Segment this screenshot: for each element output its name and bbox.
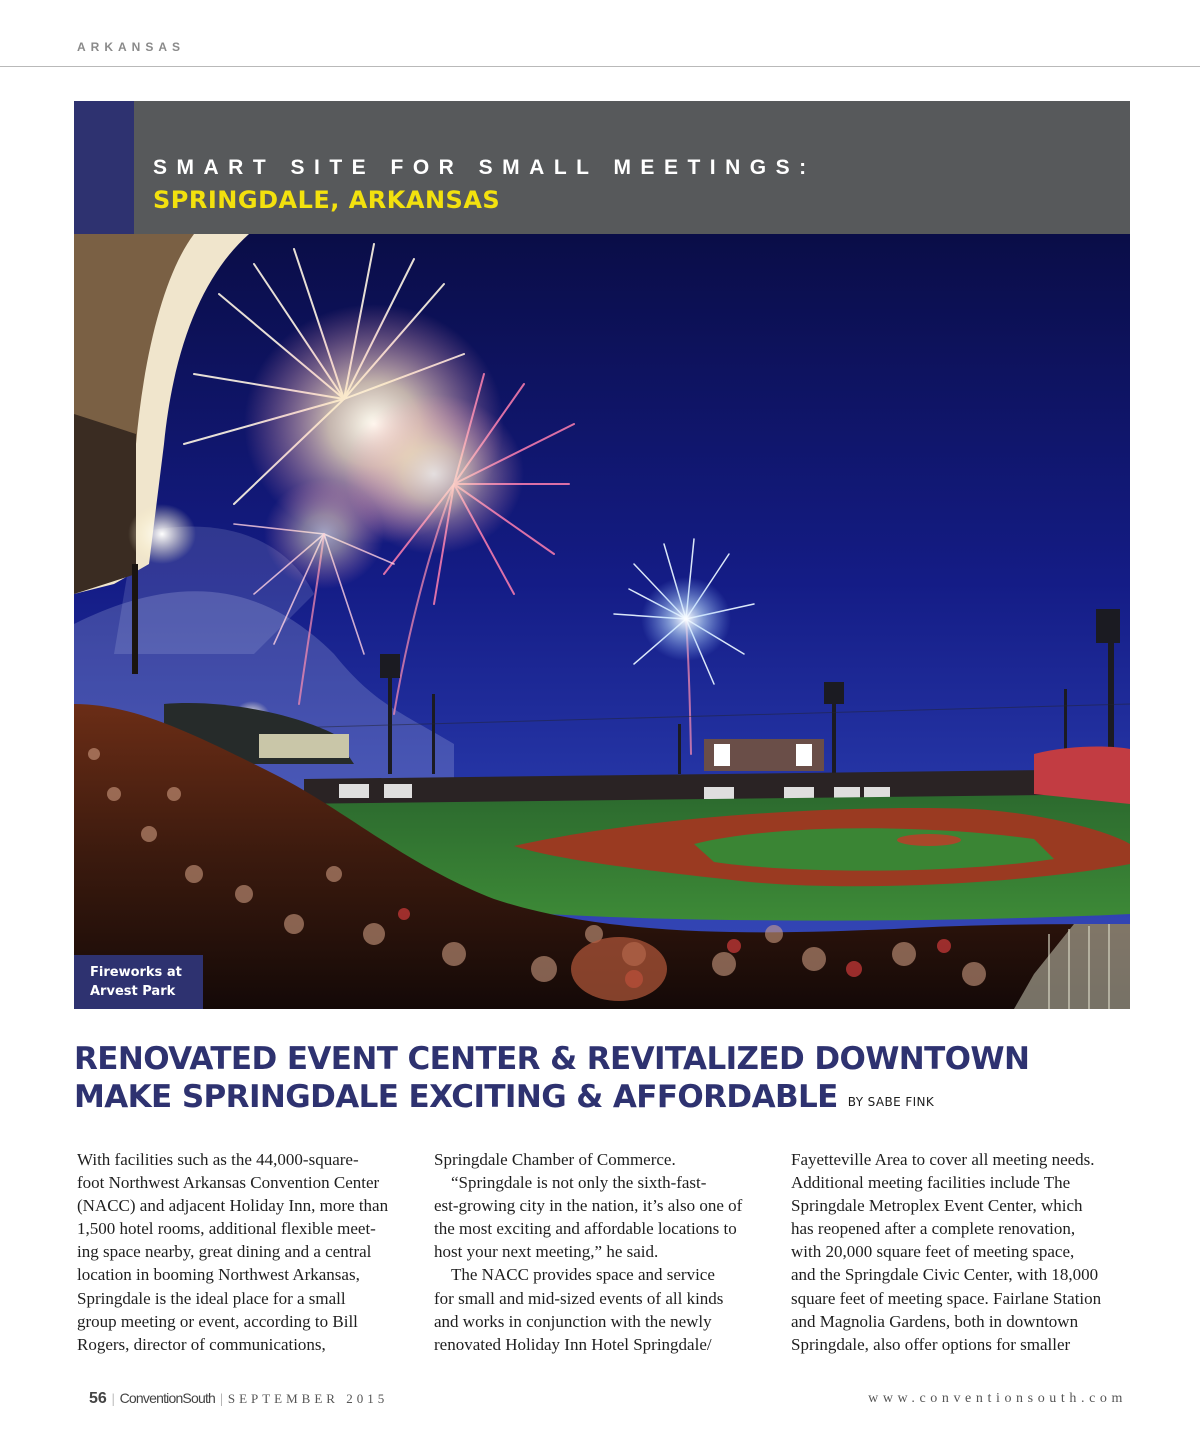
body-line: Fayetteville Area to cover all meeting needs.: [791, 1150, 1095, 1169]
body-line: (NACC) and adjacent Holiday Inn, more than: [77, 1196, 389, 1216]
body-line: Springdale is the ideal place for a small: [77, 1288, 346, 1308]
page-number: 56: [89, 1390, 107, 1407]
caption-line-2: Arvest Park: [90, 984, 176, 999]
website-url[interactable]: www.conventionsouth.com: [868, 1391, 1127, 1406]
body-column-2: [434, 1148, 742, 1356]
body-line: Rogers, director of communications,: [77, 1334, 326, 1354]
banner-kicker: SMART SITE FOR SMALL MEETINGS:: [153, 156, 816, 179]
page-footer: [89, 1390, 388, 1408]
headline-line-2: [74, 1078, 1164, 1121]
headline-line-2-text: MAKE SPRINGDALE EXCITING & AFFORDABLE: [74, 1079, 838, 1115]
article-headline: [74, 1040, 1164, 1121]
banner-title: SPRINGDALE, ARKANSAS: [153, 186, 501, 214]
body-line: location in booming Northwest Arkansas,: [77, 1265, 360, 1285]
body-line: Springdale Chamber of Commerce.: [434, 1150, 676, 1169]
header-rule: [0, 66, 1200, 67]
body-line: square feet of meeting space. Fairlane Station: [791, 1288, 1102, 1308]
banner-accent-bar: [74, 101, 134, 234]
caption-line-1: Fireworks at: [90, 965, 182, 980]
headline-line-1: RENOVATED EVENT CENTER & REVITALIZED DOWNTOWN: [74, 1041, 1030, 1077]
body-line: and Magnolia Gardens, both in downtown: [791, 1311, 1079, 1331]
body-line: With facilities such as the 44,000-square-: [77, 1150, 359, 1169]
body-line: Springdale Metroplex Event Center, which: [791, 1196, 1083, 1216]
footer-separator: |: [220, 1392, 223, 1407]
body-column-1: [77, 1148, 388, 1356]
body-line: 1,500 hotel rooms, additional flexible meet-: [77, 1219, 376, 1239]
section-label: ARKANSAS: [77, 40, 186, 54]
body-line: “Springdale is not only the sixth-fast-: [451, 1173, 707, 1193]
body-line: foot Northwest Arkansas Convention Center: [77, 1173, 380, 1193]
body-line: The NACC provides space and service: [451, 1265, 715, 1285]
body-line: with 20,000 square feet of meeting space,: [791, 1242, 1075, 1262]
body-line: the most exciting and affordable locations to: [434, 1219, 737, 1239]
body-line: Additional meeting facilities include The: [791, 1173, 1071, 1193]
photo-caption: [74, 955, 203, 1009]
body-line: group meeting or event, according to Bill: [77, 1311, 358, 1331]
body-line: renovated Holiday Inn Hotel Springdale/: [434, 1334, 712, 1354]
body-line: Springdale, also offer options for smaller: [791, 1334, 1071, 1354]
fireworks-photo: [74, 234, 1130, 1009]
magazine-name: ConventionSouth: [119, 1390, 216, 1406]
body-line: for small and mid-sized events of all kinds: [434, 1288, 724, 1308]
body-column-3: [791, 1148, 1101, 1356]
issue-date: SEPTEMBER 2015: [227, 1391, 389, 1406]
body-line: has reopened after a complete renovation,: [791, 1219, 1076, 1239]
byline: BY SABE FINK: [847, 1095, 935, 1109]
body-line: and works in conjunction with the newly: [434, 1311, 712, 1331]
body-line: est-growing city in the nation, it’s also one of: [434, 1196, 743, 1216]
body-line: ing space nearby, great dining and a central: [77, 1242, 372, 1262]
footer-separator: |: [111, 1392, 115, 1407]
body-line: host your next meeting,” he said.: [434, 1242, 659, 1262]
body-line: and the Springdale Civic Center, with 18,000: [791, 1265, 1099, 1285]
